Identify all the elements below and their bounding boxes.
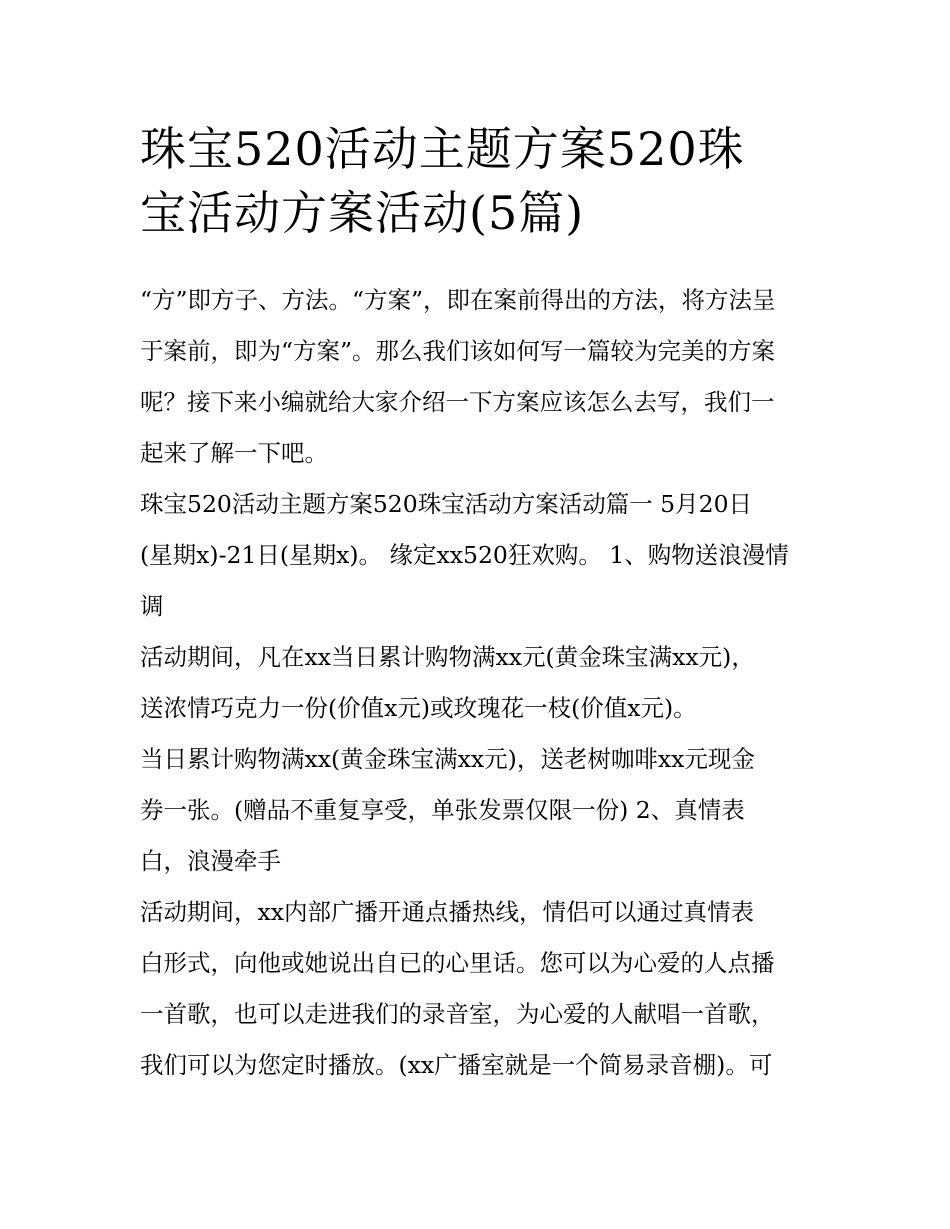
title-line: 宝活动方案活动(5篇) (140, 186, 585, 240)
body-line: 起来了解一下吧。 (140, 439, 328, 467)
body-line: 一首歌，也可以走进我们的录音室，为心爱的人献唱一首歌， (140, 1000, 775, 1028)
body-line: “方”即方子、方法。“方案”，即在案前得出的方法，将方法呈 (140, 286, 776, 314)
body-line: 呢？接下来小编就给大家介绍一下方案应该怎么去写，我们一 (140, 388, 775, 416)
body-line: (星期x)-21日(星期x)。 缘定xx520狂欢购。 1、购物送浪漫情 (140, 541, 789, 569)
body-line: 券一张。(赠品不重复享受，单张发票仅限一份) 2、真情表 (140, 796, 745, 824)
body-line: 活动期间，xx内部广播开通点播热线，情侣可以通过真情表 (140, 898, 755, 926)
document-body (140, 275, 830, 1091)
body-line: 我们可以为您定时播放。(xx广播室就是一个简易录音棚)。可 (140, 1051, 773, 1079)
body-line: 白形式，向他或她说出自已的心里话。您可以为心爱的人点播 (140, 949, 775, 977)
title-line: 珠宝520活动主题方案520珠 (140, 122, 745, 176)
body-line: 白，浪漫牵手 (140, 847, 281, 875)
body-line: 当日累计购物满xx(黄金珠宝满xx元)，送老树咖啡xx元现金 (140, 745, 755, 773)
document-title (140, 117, 830, 245)
body-line: 珠宝520活动主题方案520珠宝活动方案活动篇一 5月20日 (140, 490, 753, 518)
body-line: 于案前，即为“方案”。那么我们该如何写一篇较为完美的方案 (140, 337, 776, 365)
body-line: 送浓情巧克力一份(价值x元)或玫瑰花一枝(价值x元)。 (140, 694, 697, 722)
body-line: 活动期间，凡在xx当日累计购物满xx元(黄金珠宝满xx元)， (140, 643, 755, 671)
body-line: 调 (140, 592, 164, 620)
